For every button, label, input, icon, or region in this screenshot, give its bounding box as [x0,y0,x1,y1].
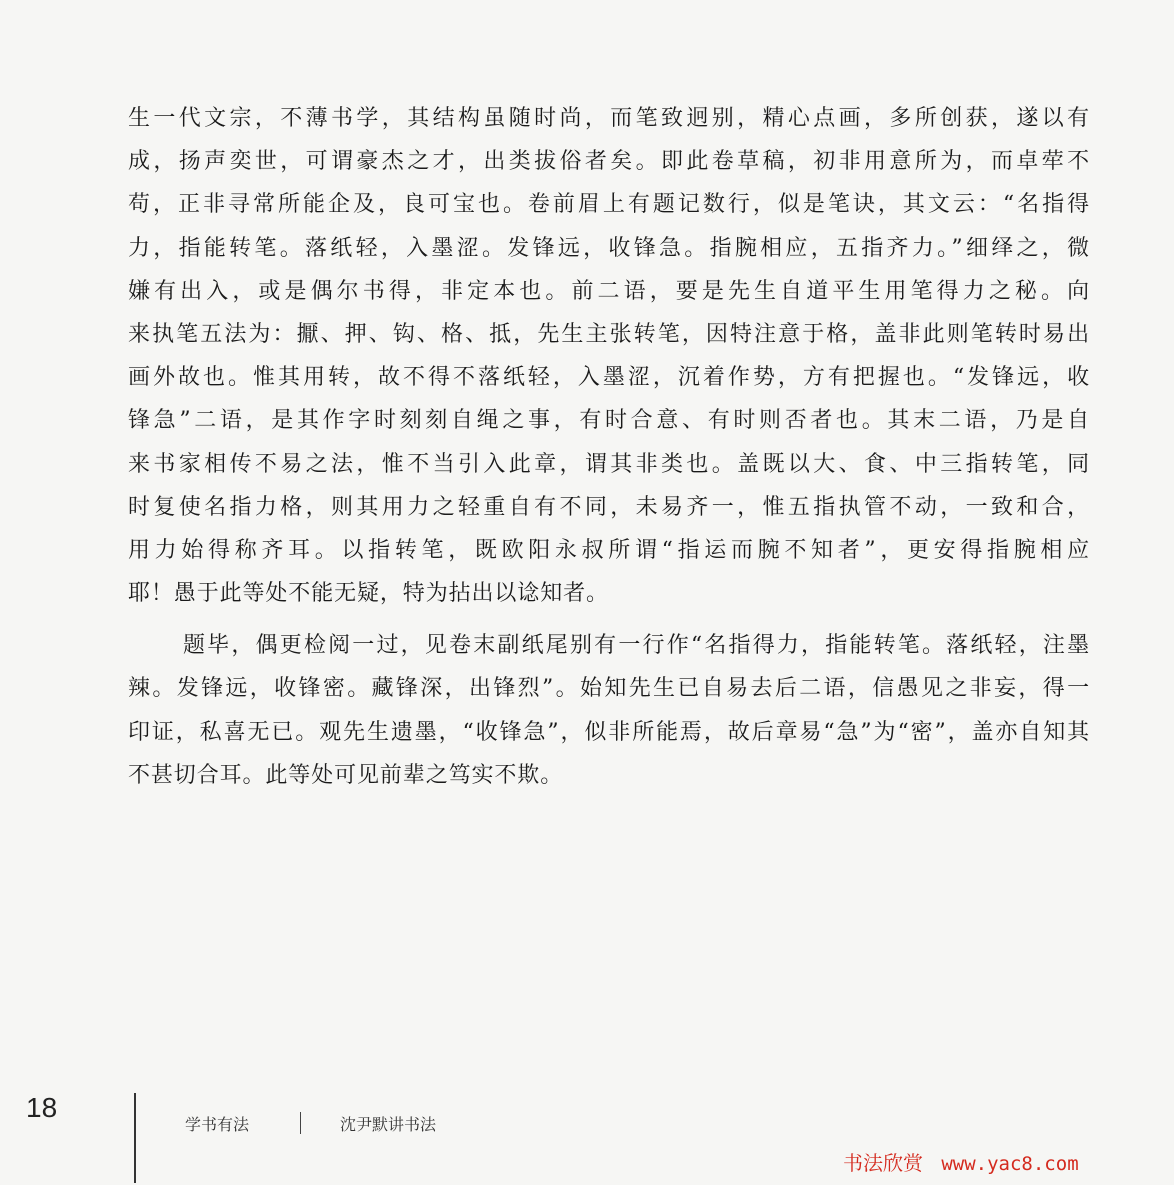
text-line: 苟，正非寻常所能企及，良可宝也。卷前眉上有题记数行，似是笔诀，其文云：“名指得 [128,192,1090,218]
text-line: 力，指能转笔。落纸轻，入墨涩。发锋远，收锋急。指腕相应，五指齐力。”细绎之，微 [128,235,1090,261]
text-line: 时复使名指力格，则其用力之轻重自有不同，未易齐一，惟五指执管不动，一致和合， [128,494,1090,520]
watermark-site-name: 书法欣赏 [843,1151,923,1175]
text-line: 用力始得称齐耳。以指转笔，既欧阳永叔所谓“指运而腕不知者”，更安得指腕相应 [128,537,1090,563]
site-watermark [843,1147,1079,1176]
text-line: 印证，私喜无已。观先生遗墨，“收锋急”，似非所能焉，故后章易“急”为“密”，盖亦自知其 [128,719,1090,745]
footer-separator [300,1112,301,1134]
text-line: 不甚切合耳。此等处可见前辈之笃实不欺。 [128,762,564,788]
text-line: 来执笔五法为：擫、押、钩、格、抵，先生主张转笔，因特注意于格，盖非此则笔转时易出 [128,321,1090,347]
footer-vertical-rule [134,1093,136,1183]
text-line: 嫌有出入，或是偶尔书得，非定本也。前二语，要是先生自道平生用笔得力之秘。向 [128,278,1090,304]
footer-book-title: 沈尹默讲书法 [340,1115,437,1134]
body-text [128,97,1090,797]
text-line: 辣。发锋远，收锋密。藏锋深，出锋烈”。始知先生已自易去后二语，信愚见之非妄，得一 [128,676,1090,702]
page-number: 18 [26,1092,58,1123]
text-line: 锋急”二语，是其作字时刻刻自绳之事，有时合意、有时则否者也。其末二语，乃是自 [128,408,1090,434]
text-line: 画外故也。惟其用转，故不得不落纸轻，入墨涩，沉着作势，方有把握也。“发锋远，收 [128,365,1090,391]
footer-series-title: 学书有法 [185,1115,250,1134]
text-line: 来书家相传不易之法，惟不当引入此章，谓其非类也。盖既以大、食、中三指转笔，同 [128,451,1090,477]
text-line: 耶！愚于此等处不能无疑，特为拈出以谂知者。 [128,581,609,607]
text-line: 题毕，偶更检阅一过，见卷末副纸尾别有一行作“名指得力，指能转笔。落纸轻，注墨 [183,633,1090,659]
text-line: 生一代文宗，不薄书学，其结构虽随时尚，而笔致迥别，精心点画，多所创获，遂以有 [128,106,1090,131]
watermark-url: www.yac8.com [941,1153,1079,1175]
text-line: 成，扬声奕世，可谓豪杰之才，出类拔俗者矣。即此卷草稿，初非用意所为，而卓荦不 [128,149,1090,175]
